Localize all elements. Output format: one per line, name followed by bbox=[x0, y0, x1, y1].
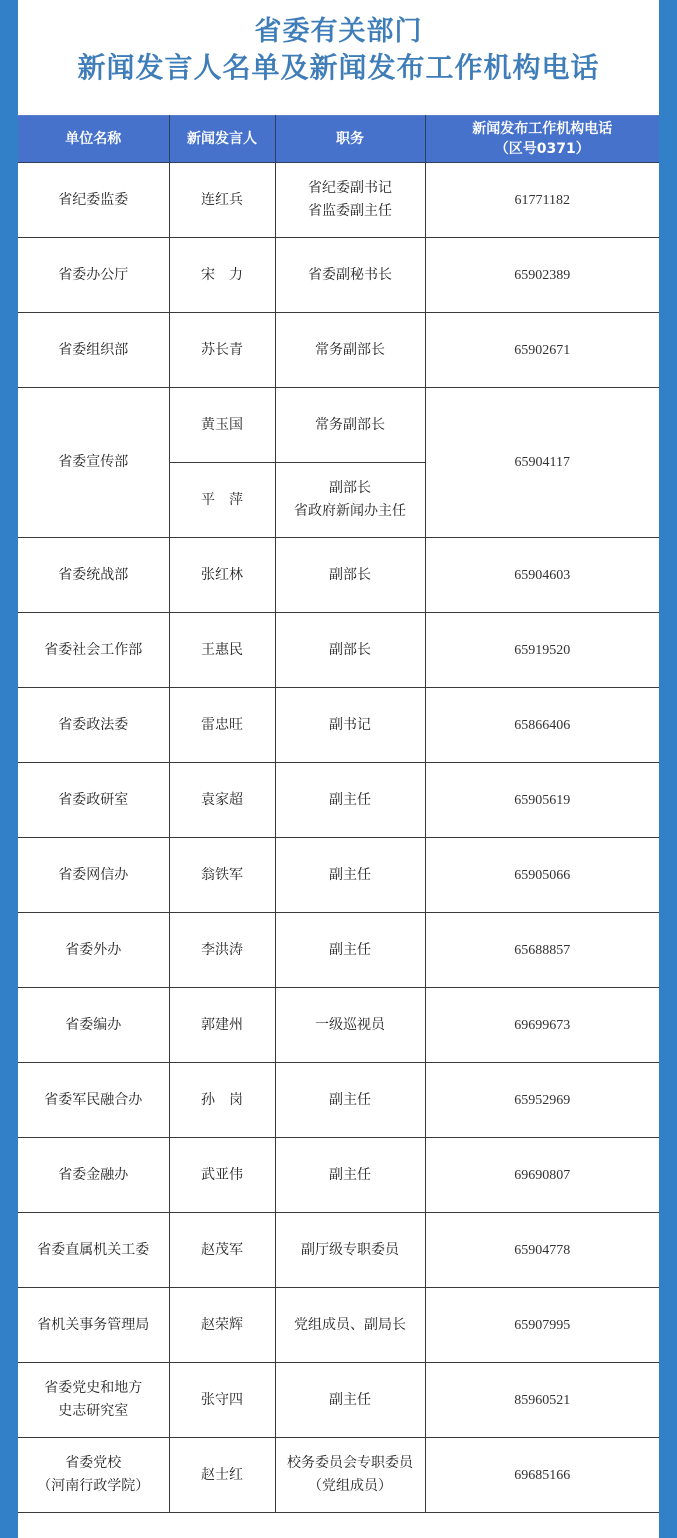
cell-spokesperson: 张守四 bbox=[169, 1363, 275, 1438]
cell-position bbox=[275, 988, 425, 1063]
cell-unit bbox=[18, 1363, 169, 1438]
cell-phone: 65952969 bbox=[425, 1063, 659, 1138]
title-line-1: 省委有关部门 bbox=[254, 16, 423, 47]
cell-spokesperson: 武亚伟 bbox=[169, 1138, 275, 1213]
cell-position bbox=[275, 913, 425, 988]
header-phone-title: 新闻发布工作机构电话 bbox=[472, 121, 613, 137]
table-header-row bbox=[18, 116, 659, 163]
cell-position bbox=[275, 1138, 425, 1213]
cell-spokesperson: 孙 岗 bbox=[169, 1063, 275, 1138]
position-line: 一级巡视员 bbox=[315, 1016, 385, 1033]
cell-unit bbox=[18, 238, 169, 313]
cell-position bbox=[275, 1063, 425, 1138]
table-row bbox=[18, 763, 659, 838]
unit-name-line: 省委党校 bbox=[65, 1455, 122, 1471]
cell-phone: 65688857 bbox=[425, 913, 659, 988]
position-line: 副主任 bbox=[329, 866, 371, 883]
unit-name-line: 省委网信办 bbox=[58, 866, 129, 883]
title-line-2: 新闻发言人名单及新闻发布工作机构电话 bbox=[77, 51, 600, 84]
table-row bbox=[18, 1288, 659, 1363]
table-row bbox=[18, 988, 659, 1063]
position-line: 副主任 bbox=[329, 791, 371, 808]
table-row bbox=[18, 1063, 659, 1138]
spokesperson-table bbox=[18, 115, 659, 1513]
cell-position bbox=[275, 1438, 425, 1513]
position-line: 副主任 bbox=[329, 1166, 371, 1183]
cell-position bbox=[275, 763, 425, 838]
cell-spokesperson: 苏长青 bbox=[169, 313, 275, 388]
position-line: 副部长 bbox=[329, 480, 371, 496]
document-page bbox=[18, 0, 659, 1538]
cell-spokesperson: 王惠民 bbox=[169, 613, 275, 688]
cell-unit bbox=[18, 1288, 169, 1363]
table-row bbox=[18, 838, 659, 913]
cell-position bbox=[275, 463, 425, 538]
cell-unit bbox=[18, 163, 169, 238]
cell-unit bbox=[18, 613, 169, 688]
table-row bbox=[18, 163, 659, 238]
cell-spokesperson: 黄玉国 bbox=[169, 388, 275, 463]
unit-name-line: 省委党史和地方 bbox=[44, 1380, 143, 1396]
unit-name-line: 省委宣传部 bbox=[58, 454, 129, 470]
table-row bbox=[18, 613, 659, 688]
cell-unit bbox=[18, 913, 169, 988]
cell-phone: 69699673 bbox=[425, 988, 659, 1063]
cell-spokesperson: 宋 力 bbox=[169, 238, 275, 313]
table-row bbox=[18, 1213, 659, 1288]
cell-unit bbox=[18, 763, 169, 838]
cell-unit bbox=[18, 1138, 169, 1213]
unit-name-line: 省委组织部 bbox=[58, 341, 129, 358]
cell-unit bbox=[18, 688, 169, 763]
cell-spokesperson: 赵士红 bbox=[169, 1438, 275, 1513]
position-line: 省监委副主任 bbox=[308, 203, 392, 219]
cell-position bbox=[275, 163, 425, 238]
table-body bbox=[18, 163, 659, 1513]
position-line: 副厅级专职委员 bbox=[301, 1241, 399, 1258]
cell-unit bbox=[18, 838, 169, 913]
cell-position bbox=[275, 838, 425, 913]
cell-spokesperson: 平 萍 bbox=[169, 463, 275, 538]
cell-position bbox=[275, 538, 425, 613]
unit-name-line: 史志研究室 bbox=[58, 1403, 129, 1419]
cell-unit bbox=[18, 988, 169, 1063]
cell-spokesperson: 赵荣辉 bbox=[169, 1288, 275, 1363]
table-row bbox=[18, 1138, 659, 1213]
cell-phone: 65904778 bbox=[425, 1213, 659, 1288]
cell-position bbox=[275, 1213, 425, 1288]
header-phone bbox=[425, 116, 659, 163]
unit-name-line: 省委政法委 bbox=[58, 716, 129, 733]
position-line: 副部长 bbox=[329, 641, 371, 658]
table-row bbox=[18, 538, 659, 613]
position-line: （党组成员） bbox=[308, 1478, 392, 1494]
cell-phone: 85960521 bbox=[425, 1363, 659, 1438]
cell-unit bbox=[18, 313, 169, 388]
cell-phone: 69685166 bbox=[425, 1438, 659, 1513]
cell-spokesperson: 连红兵 bbox=[169, 163, 275, 238]
cell-position bbox=[275, 238, 425, 313]
table-row bbox=[18, 688, 659, 763]
cell-spokesperson: 雷忠旺 bbox=[169, 688, 275, 763]
unit-name-line: 省委编办 bbox=[65, 1016, 122, 1033]
cell-phone: 65905066 bbox=[425, 838, 659, 913]
position-line: 常务副部长 bbox=[315, 341, 385, 358]
position-line: 党组成员、副局长 bbox=[294, 1316, 406, 1333]
cell-unit bbox=[18, 1063, 169, 1138]
position-line: 副主任 bbox=[329, 1391, 371, 1408]
table-row bbox=[18, 1363, 659, 1438]
header-position: 职务 bbox=[275, 116, 425, 163]
cell-unit bbox=[18, 1438, 169, 1513]
unit-name-line: 省机关事务管理局 bbox=[37, 1316, 150, 1333]
table-row bbox=[18, 313, 659, 388]
cell-phone: 65919520 bbox=[425, 613, 659, 688]
unit-name-line: 省纪委监委 bbox=[58, 191, 129, 208]
position-line: 省纪委副书记 bbox=[308, 180, 392, 196]
header-spokesperson: 新闻发言人 bbox=[169, 116, 275, 163]
unit-name-line: （河南行政学院） bbox=[37, 1478, 150, 1494]
cell-spokesperson: 翁铁军 bbox=[169, 838, 275, 913]
unit-name-line: 省委政研室 bbox=[58, 791, 129, 808]
position-line: 副主任 bbox=[329, 941, 371, 958]
cell-phone: 65902671 bbox=[425, 313, 659, 388]
cell-position bbox=[275, 1288, 425, 1363]
position-line: 校务委员会专职委员 bbox=[287, 1455, 413, 1471]
cell-position bbox=[275, 313, 425, 388]
cell-position bbox=[275, 688, 425, 763]
position-line: 副书记 bbox=[329, 716, 371, 733]
unit-name-line: 省委社会工作部 bbox=[44, 641, 143, 658]
cell-phone: 69690807 bbox=[425, 1138, 659, 1213]
position-line: 省委副秘书长 bbox=[308, 266, 392, 283]
table-row bbox=[18, 388, 659, 463]
cell-spokesperson: 赵茂军 bbox=[169, 1213, 275, 1288]
table-row bbox=[18, 913, 659, 988]
cell-phone: 65904603 bbox=[425, 538, 659, 613]
cell-spokesperson: 李洪涛 bbox=[169, 913, 275, 988]
unit-name-line: 省委军民融合办 bbox=[44, 1091, 143, 1108]
cell-spokesperson: 袁家超 bbox=[169, 763, 275, 838]
unit-name-line: 省委外办 bbox=[65, 941, 122, 958]
table-row bbox=[18, 1438, 659, 1513]
cell-phone: 61771182 bbox=[425, 163, 659, 238]
header-phone-areacode: （区号0371） bbox=[494, 141, 590, 157]
unit-name-line: 省委统战部 bbox=[58, 566, 129, 583]
page-title bbox=[18, 14, 659, 86]
unit-name-line: 省委办公厅 bbox=[58, 266, 129, 283]
cell-unit bbox=[18, 388, 169, 538]
cell-position bbox=[275, 613, 425, 688]
cell-unit bbox=[18, 538, 169, 613]
cell-unit bbox=[18, 1213, 169, 1288]
cell-phone: 65905619 bbox=[425, 763, 659, 838]
cell-phone: 65907995 bbox=[425, 1288, 659, 1363]
cell-phone: 65866406 bbox=[425, 688, 659, 763]
position-line: 常务副部长 bbox=[315, 416, 385, 433]
header-unit: 单位名称 bbox=[18, 116, 169, 163]
cell-phone: 65904117 bbox=[425, 388, 659, 538]
position-line: 副主任 bbox=[329, 1091, 371, 1108]
cell-phone: 65902389 bbox=[425, 238, 659, 313]
position-line: 副部长 bbox=[329, 566, 371, 583]
position-line: 省政府新闻办主任 bbox=[294, 503, 406, 519]
unit-name-line: 省委金融办 bbox=[58, 1166, 129, 1183]
cell-position bbox=[275, 388, 425, 463]
cell-spokesperson: 郭建州 bbox=[169, 988, 275, 1063]
table-row bbox=[18, 238, 659, 313]
unit-name-line: 省委直属机关工委 bbox=[37, 1241, 150, 1258]
cell-spokesperson: 张红林 bbox=[169, 538, 275, 613]
cell-position bbox=[275, 1363, 425, 1438]
